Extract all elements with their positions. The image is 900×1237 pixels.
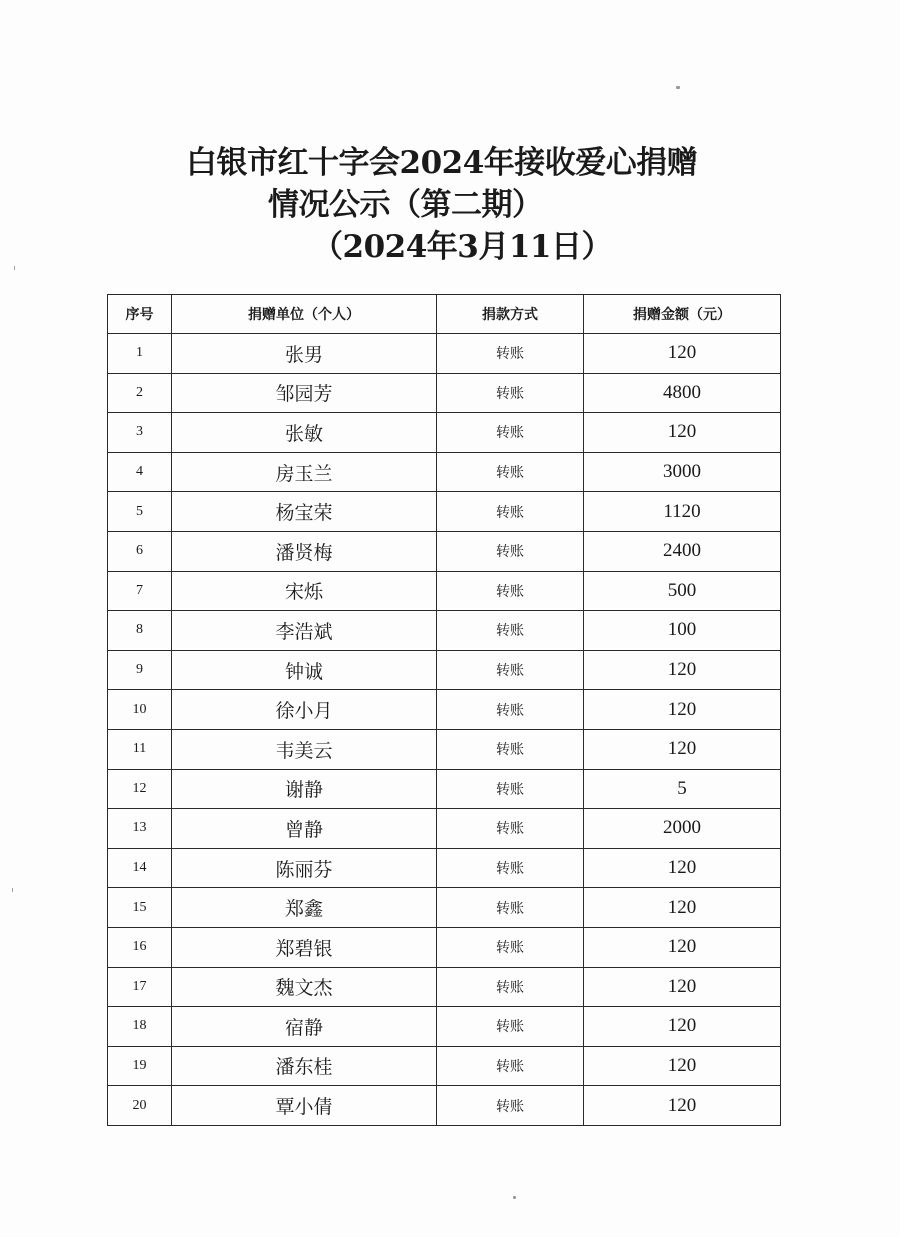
table-row xyxy=(108,492,781,532)
row-number: 19 xyxy=(108,1046,172,1086)
header-method: 捐款方式 xyxy=(437,295,584,334)
payment-method: 转账 xyxy=(437,334,584,374)
donation-amount: 120 xyxy=(584,690,781,730)
table-body xyxy=(108,334,781,1126)
payment-method: 转账 xyxy=(437,769,584,809)
donor-name: 宋烁 xyxy=(172,571,437,611)
row-number: 20 xyxy=(108,1086,172,1126)
table-row xyxy=(108,571,781,611)
scan-speck xyxy=(14,266,15,270)
table-row xyxy=(108,334,781,374)
table-header-row xyxy=(108,295,781,334)
row-number: 5 xyxy=(108,492,172,532)
row-number: 4 xyxy=(108,452,172,492)
donation-amount: 120 xyxy=(584,848,781,888)
donor-name: 郑碧银 xyxy=(172,927,437,967)
title-date: （2024年3月11日） xyxy=(312,229,612,265)
header-amount: 捐赠金额（元） xyxy=(584,295,781,334)
payment-method: 转账 xyxy=(437,452,584,492)
donation-amount: 4800 xyxy=(584,373,781,413)
donation-amount: 120 xyxy=(584,334,781,374)
row-number: 14 xyxy=(108,848,172,888)
scan-speck xyxy=(513,1196,516,1199)
title-line-2: 情况公示（第二期） xyxy=(268,187,543,223)
table-row xyxy=(108,650,781,690)
donation-amount: 120 xyxy=(584,650,781,690)
table-row xyxy=(108,1086,781,1126)
payment-method: 转账 xyxy=(437,729,584,769)
donor-name: 曾静 xyxy=(172,809,437,849)
row-number: 11 xyxy=(108,729,172,769)
table-row xyxy=(108,413,781,453)
donation-amount: 1120 xyxy=(584,492,781,532)
donation-amount: 2000 xyxy=(584,809,781,849)
donation-amount: 120 xyxy=(584,729,781,769)
table-row xyxy=(108,967,781,1007)
donation-amount: 120 xyxy=(584,888,781,928)
payment-method: 转账 xyxy=(437,1086,584,1126)
table-row xyxy=(108,809,781,849)
table-row xyxy=(108,729,781,769)
donor-name: 陈丽芬 xyxy=(172,848,437,888)
donation-amount: 3000 xyxy=(584,452,781,492)
donor-name: 徐小月 xyxy=(172,690,437,730)
payment-method: 转账 xyxy=(437,650,584,690)
donor-name: 钟诚 xyxy=(172,650,437,690)
donor-name: 覃小倩 xyxy=(172,1086,437,1126)
donor-name: 潘东桂 xyxy=(172,1046,437,1086)
row-number: 2 xyxy=(108,373,172,413)
payment-method: 转账 xyxy=(437,967,584,1007)
table-row xyxy=(108,373,781,413)
payment-method: 转账 xyxy=(437,888,584,928)
payment-method: 转账 xyxy=(437,373,584,413)
title-line-1: 白银市红十字会2024年接收爱心捐赠 xyxy=(186,145,698,181)
table-row xyxy=(108,611,781,651)
donor-name: 魏文杰 xyxy=(172,967,437,1007)
donation-amount: 120 xyxy=(584,1007,781,1047)
row-number: 6 xyxy=(108,531,172,571)
donation-amount: 500 xyxy=(584,571,781,611)
donor-name: 张敏 xyxy=(172,413,437,453)
donor-name: 谢静 xyxy=(172,769,437,809)
scan-speck xyxy=(676,86,680,89)
donation-amount: 120 xyxy=(584,413,781,453)
donation-amount: 5 xyxy=(584,769,781,809)
donation-amount: 120 xyxy=(584,927,781,967)
row-number: 10 xyxy=(108,690,172,730)
table-row xyxy=(108,848,781,888)
donation-table xyxy=(107,294,781,1126)
payment-method: 转账 xyxy=(437,927,584,967)
donor-name: 李浩斌 xyxy=(172,611,437,651)
row-number: 17 xyxy=(108,967,172,1007)
table-row xyxy=(108,769,781,809)
donor-name: 邹园芳 xyxy=(172,373,437,413)
donor-name: 潘贤梅 xyxy=(172,531,437,571)
donor-name: 郑鑫 xyxy=(172,888,437,928)
donation-amount: 2400 xyxy=(584,531,781,571)
payment-method: 转账 xyxy=(437,690,584,730)
table-row xyxy=(108,690,781,730)
donor-name: 张男 xyxy=(172,334,437,374)
payment-method: 转账 xyxy=(437,809,584,849)
row-number: 7 xyxy=(108,571,172,611)
row-number: 9 xyxy=(108,650,172,690)
donor-name: 杨宝荣 xyxy=(172,492,437,532)
row-number: 15 xyxy=(108,888,172,928)
scan-speck xyxy=(12,888,13,892)
donation-amount: 100 xyxy=(584,611,781,651)
row-number: 8 xyxy=(108,611,172,651)
payment-method: 转账 xyxy=(437,492,584,532)
table-row xyxy=(108,927,781,967)
table-row xyxy=(108,452,781,492)
row-number: 1 xyxy=(108,334,172,374)
header-donor: 捐赠单位（个人） xyxy=(172,295,437,334)
payment-method: 转账 xyxy=(437,848,584,888)
payment-method: 转账 xyxy=(437,413,584,453)
payment-method: 转账 xyxy=(437,611,584,651)
payment-method: 转账 xyxy=(437,1046,584,1086)
table-row xyxy=(108,531,781,571)
donor-name: 宿静 xyxy=(172,1007,437,1047)
donor-name: 韦美云 xyxy=(172,729,437,769)
table-row xyxy=(108,1046,781,1086)
row-number: 16 xyxy=(108,927,172,967)
donation-amount: 120 xyxy=(584,1046,781,1086)
row-number: 3 xyxy=(108,413,172,453)
table-row xyxy=(108,1007,781,1047)
row-number: 13 xyxy=(108,809,172,849)
table-row xyxy=(108,888,781,928)
header-no: 序号 xyxy=(108,295,172,334)
donation-amount: 120 xyxy=(584,1086,781,1126)
payment-method: 转账 xyxy=(437,531,584,571)
payment-method: 转账 xyxy=(437,571,584,611)
row-number: 12 xyxy=(108,769,172,809)
row-number: 18 xyxy=(108,1007,172,1047)
donation-amount: 120 xyxy=(584,967,781,1007)
donor-name: 房玉兰 xyxy=(172,452,437,492)
payment-method: 转账 xyxy=(437,1007,584,1047)
